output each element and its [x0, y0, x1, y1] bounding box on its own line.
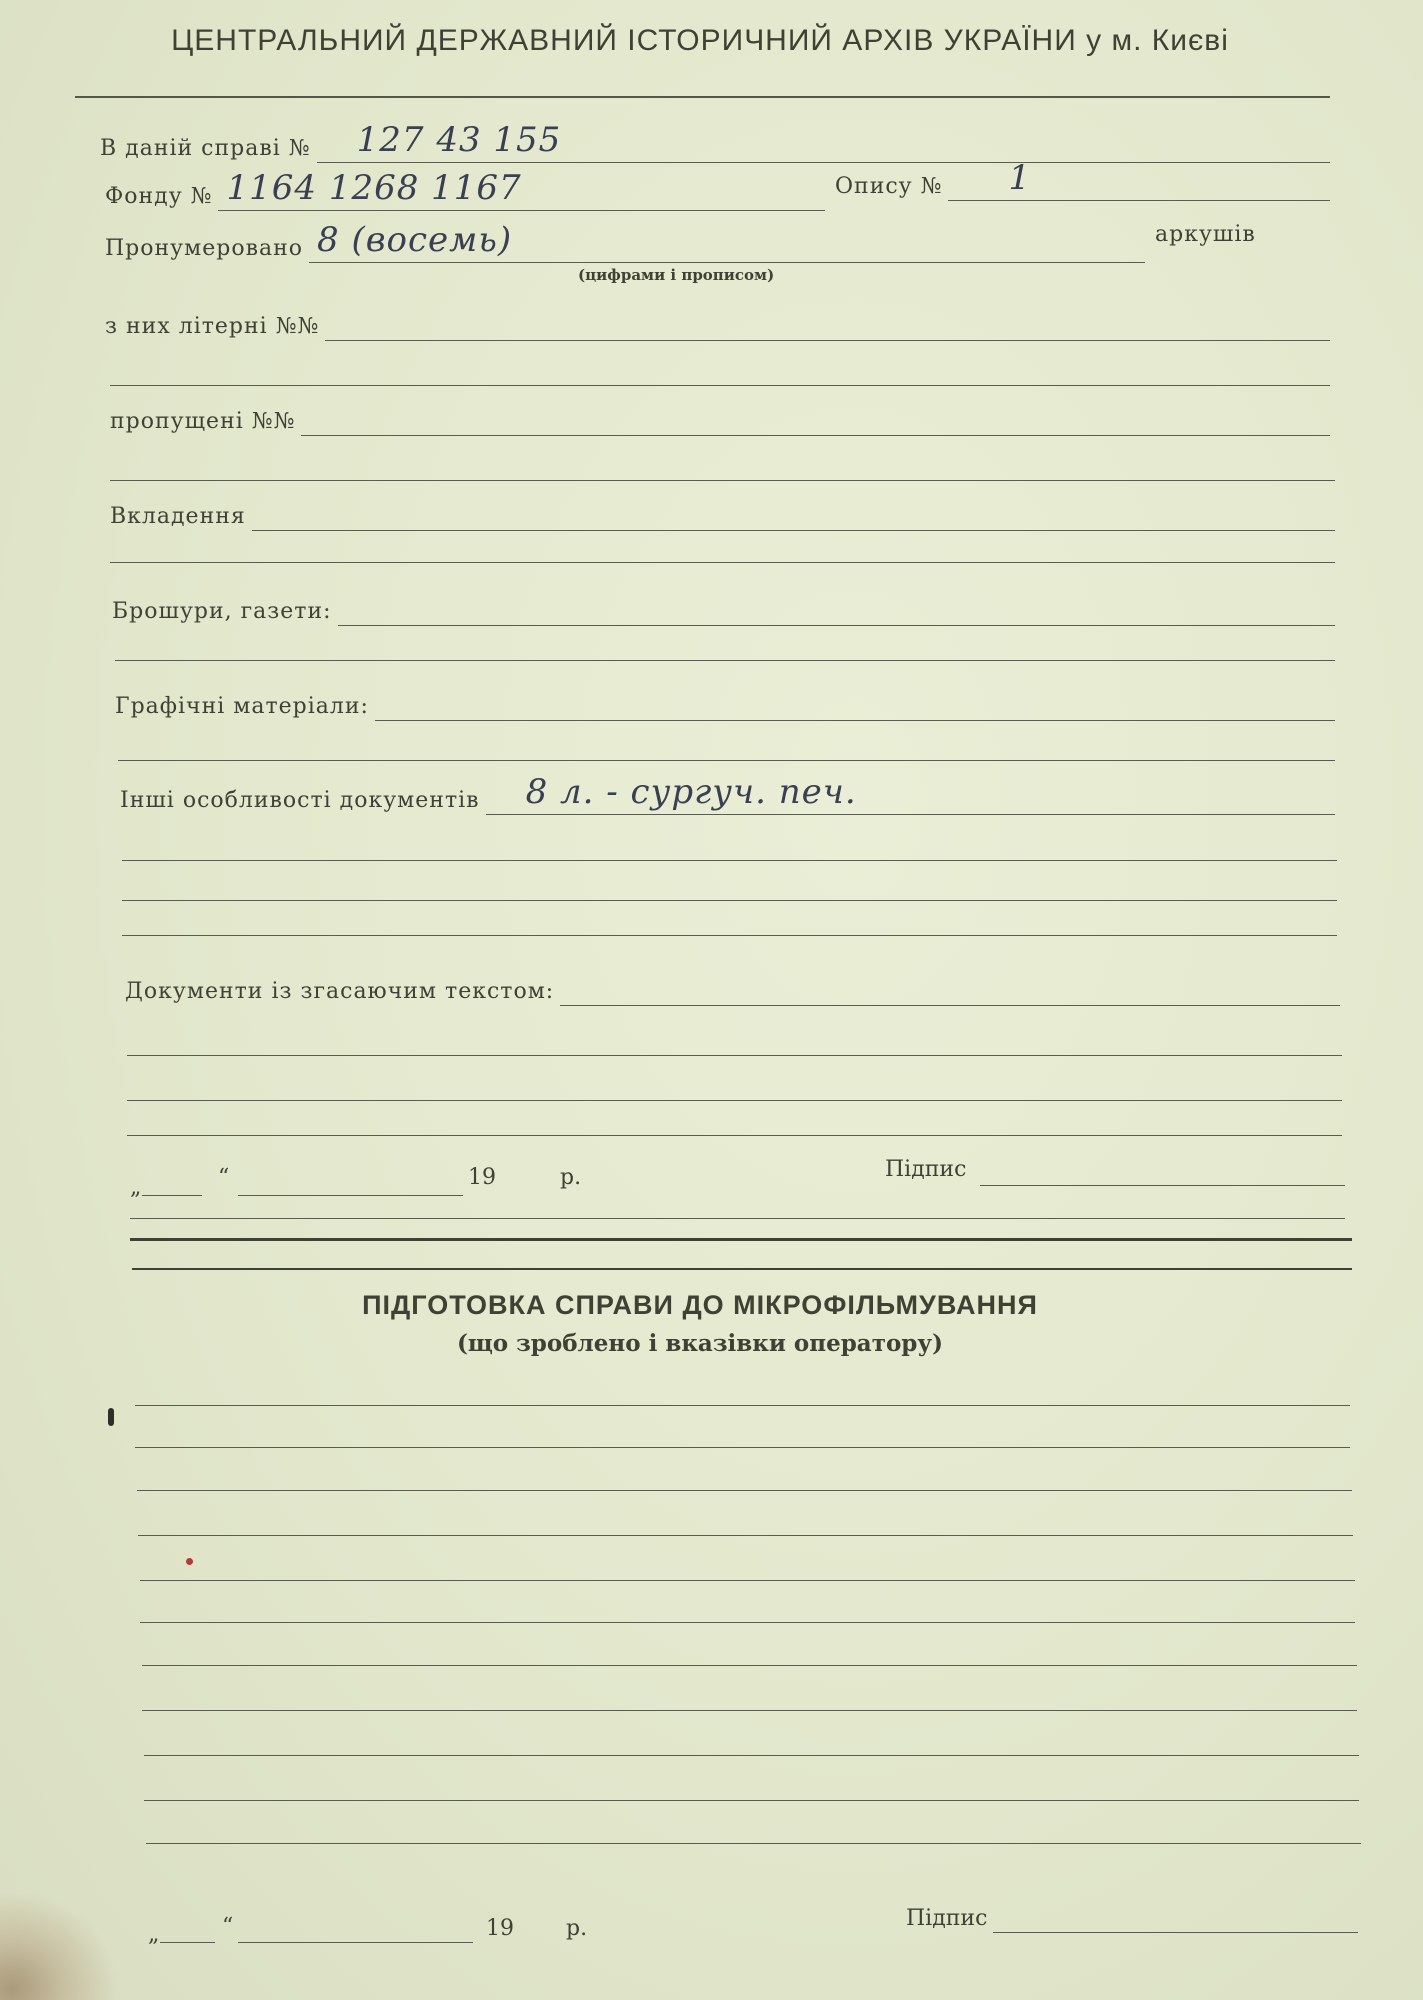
numbered-hint: (цифрами і прописом) — [578, 266, 775, 284]
header-rule — [75, 96, 1330, 98]
brochures-line-2 — [115, 660, 1335, 661]
date1-year-suffix: р. — [560, 1165, 582, 1190]
section-divider-1 — [130, 1238, 1352, 1241]
case-label: В даній справі № — [100, 136, 311, 161]
skipped-field[interactable] — [301, 405, 1330, 436]
notes-line-6[interactable] — [140, 1622, 1355, 1623]
inventory-field[interactable] — [948, 158, 1330, 201]
faded-field[interactable] — [560, 975, 1340, 1006]
notes-line-8[interactable] — [142, 1710, 1357, 1711]
date-block-1 — [130, 1157, 1345, 1205]
case-row — [100, 120, 1330, 163]
case-value: 127 43 155 — [356, 120, 562, 160]
faded-line-4 — [127, 1135, 1342, 1136]
enclosures-row — [110, 500, 1335, 531]
numbered-suffix: аркушів — [1155, 222, 1256, 247]
date2-month-field[interactable] — [238, 1942, 473, 1943]
numbered-row — [105, 220, 1145, 263]
graphics-line-2 — [118, 760, 1335, 761]
inventory-label: Опису № — [835, 174, 943, 199]
numbered-value: 8 (восемь) — [317, 220, 513, 260]
lettered-field[interactable] — [325, 310, 1330, 341]
other-line-4 — [122, 935, 1337, 936]
other-value: 8 л. - сургуч. печ. — [525, 772, 857, 812]
section2-title: ПІДГОТОВКА СПРАВИ ДО МІКРОФІЛЬМУВАННЯ — [362, 1290, 1038, 1320]
section2-subtitle: (що зроблено і вказівки оператору) — [457, 1330, 943, 1357]
brochures-field[interactable] — [338, 595, 1335, 626]
enclosures-line-2 — [110, 562, 1335, 563]
graphics-label: Графічні матеріали: — [115, 694, 369, 719]
other-field[interactable] — [486, 772, 1335, 815]
faded-row — [125, 975, 1340, 1006]
archive-header: ЦЕНТРАЛЬНИЙ ДЕРЖАВНИЙ ІСТОРИЧНИЙ АРХІВ УКРАЇНИ у м. Києві — [171, 24, 1229, 57]
other-row — [120, 772, 1335, 815]
notes-line-11[interactable] — [146, 1843, 1361, 1844]
notes-line-5[interactable] — [140, 1580, 1355, 1581]
date2-quote-open: „ — [148, 1922, 160, 1947]
date1-line-below — [130, 1218, 1345, 1219]
lettered-label: з них літерні №№ — [105, 314, 320, 339]
brochures-label: Брошури, газети: — [112, 599, 332, 624]
graphics-row — [115, 690, 1335, 721]
date-block-2 — [148, 1906, 1363, 1952]
section-divider-2 — [132, 1268, 1352, 1270]
date1-day-field[interactable] — [142, 1195, 202, 1196]
other-line-3 — [122, 900, 1337, 901]
date2-day-field[interactable] — [160, 1942, 215, 1943]
red-dot — [186, 1558, 193, 1565]
numbered-suffix-row — [1155, 222, 1256, 249]
lettered-row — [105, 310, 1330, 341]
brochures-row — [112, 595, 1335, 626]
date2-year: 19 — [486, 1916, 514, 1941]
date2-signature-label: Підпис — [906, 1906, 988, 1931]
notes-line-10[interactable] — [144, 1800, 1359, 1801]
date2-quote-close: “ — [222, 1914, 234, 1939]
date2-signature-field[interactable] — [993, 1932, 1358, 1933]
graphics-field[interactable] — [375, 690, 1335, 721]
faded-label: Документи із згасаючим текстом: — [125, 979, 555, 1004]
numbered-field[interactable] — [309, 220, 1145, 263]
ink-mark — [108, 1408, 114, 1426]
enclosures-label: Вкладення — [110, 504, 246, 529]
numbered-label: Пронумеровано — [105, 236, 303, 261]
faded-line-2 — [127, 1055, 1342, 1056]
fund-label: Фонду № — [105, 184, 213, 209]
case-field[interactable] — [317, 120, 1330, 163]
skipped-line-2 — [110, 480, 1335, 481]
skipped-label: пропущені №№ — [110, 409, 296, 434]
notes-line-4[interactable] — [138, 1535, 1353, 1536]
notes-line-7[interactable] — [142, 1665, 1357, 1666]
notes-line-2[interactable] — [135, 1447, 1350, 1448]
fund-row — [105, 168, 825, 211]
date2-year-suffix: р. — [566, 1916, 588, 1941]
notes-line-1[interactable] — [135, 1405, 1350, 1406]
notes-line-3[interactable] — [137, 1490, 1352, 1491]
enclosures-field[interactable] — [252, 500, 1335, 531]
date1-signature-label: Підпис — [885, 1157, 967, 1182]
other-line-2 — [122, 860, 1337, 861]
date1-month-field[interactable] — [238, 1195, 463, 1196]
date1-signature-field[interactable] — [980, 1185, 1345, 1186]
inventory-row — [835, 158, 1330, 201]
skipped-row — [110, 405, 1330, 436]
inventory-value: 1 — [1008, 158, 1032, 198]
date1-quote-close: “ — [218, 1165, 230, 1190]
lettered-line-2 — [110, 385, 1330, 386]
notes-line-9[interactable] — [144, 1755, 1359, 1756]
fund-value: 1164 1268 1167 — [226, 168, 522, 208]
faded-line-3 — [127, 1100, 1342, 1101]
date1-quote-open: „ — [130, 1175, 142, 1200]
date1-year: 19 — [468, 1165, 496, 1190]
fund-field[interactable] — [218, 168, 825, 211]
other-label: Інші особливості документів — [120, 788, 480, 813]
corner-stain — [0, 1890, 120, 2000]
